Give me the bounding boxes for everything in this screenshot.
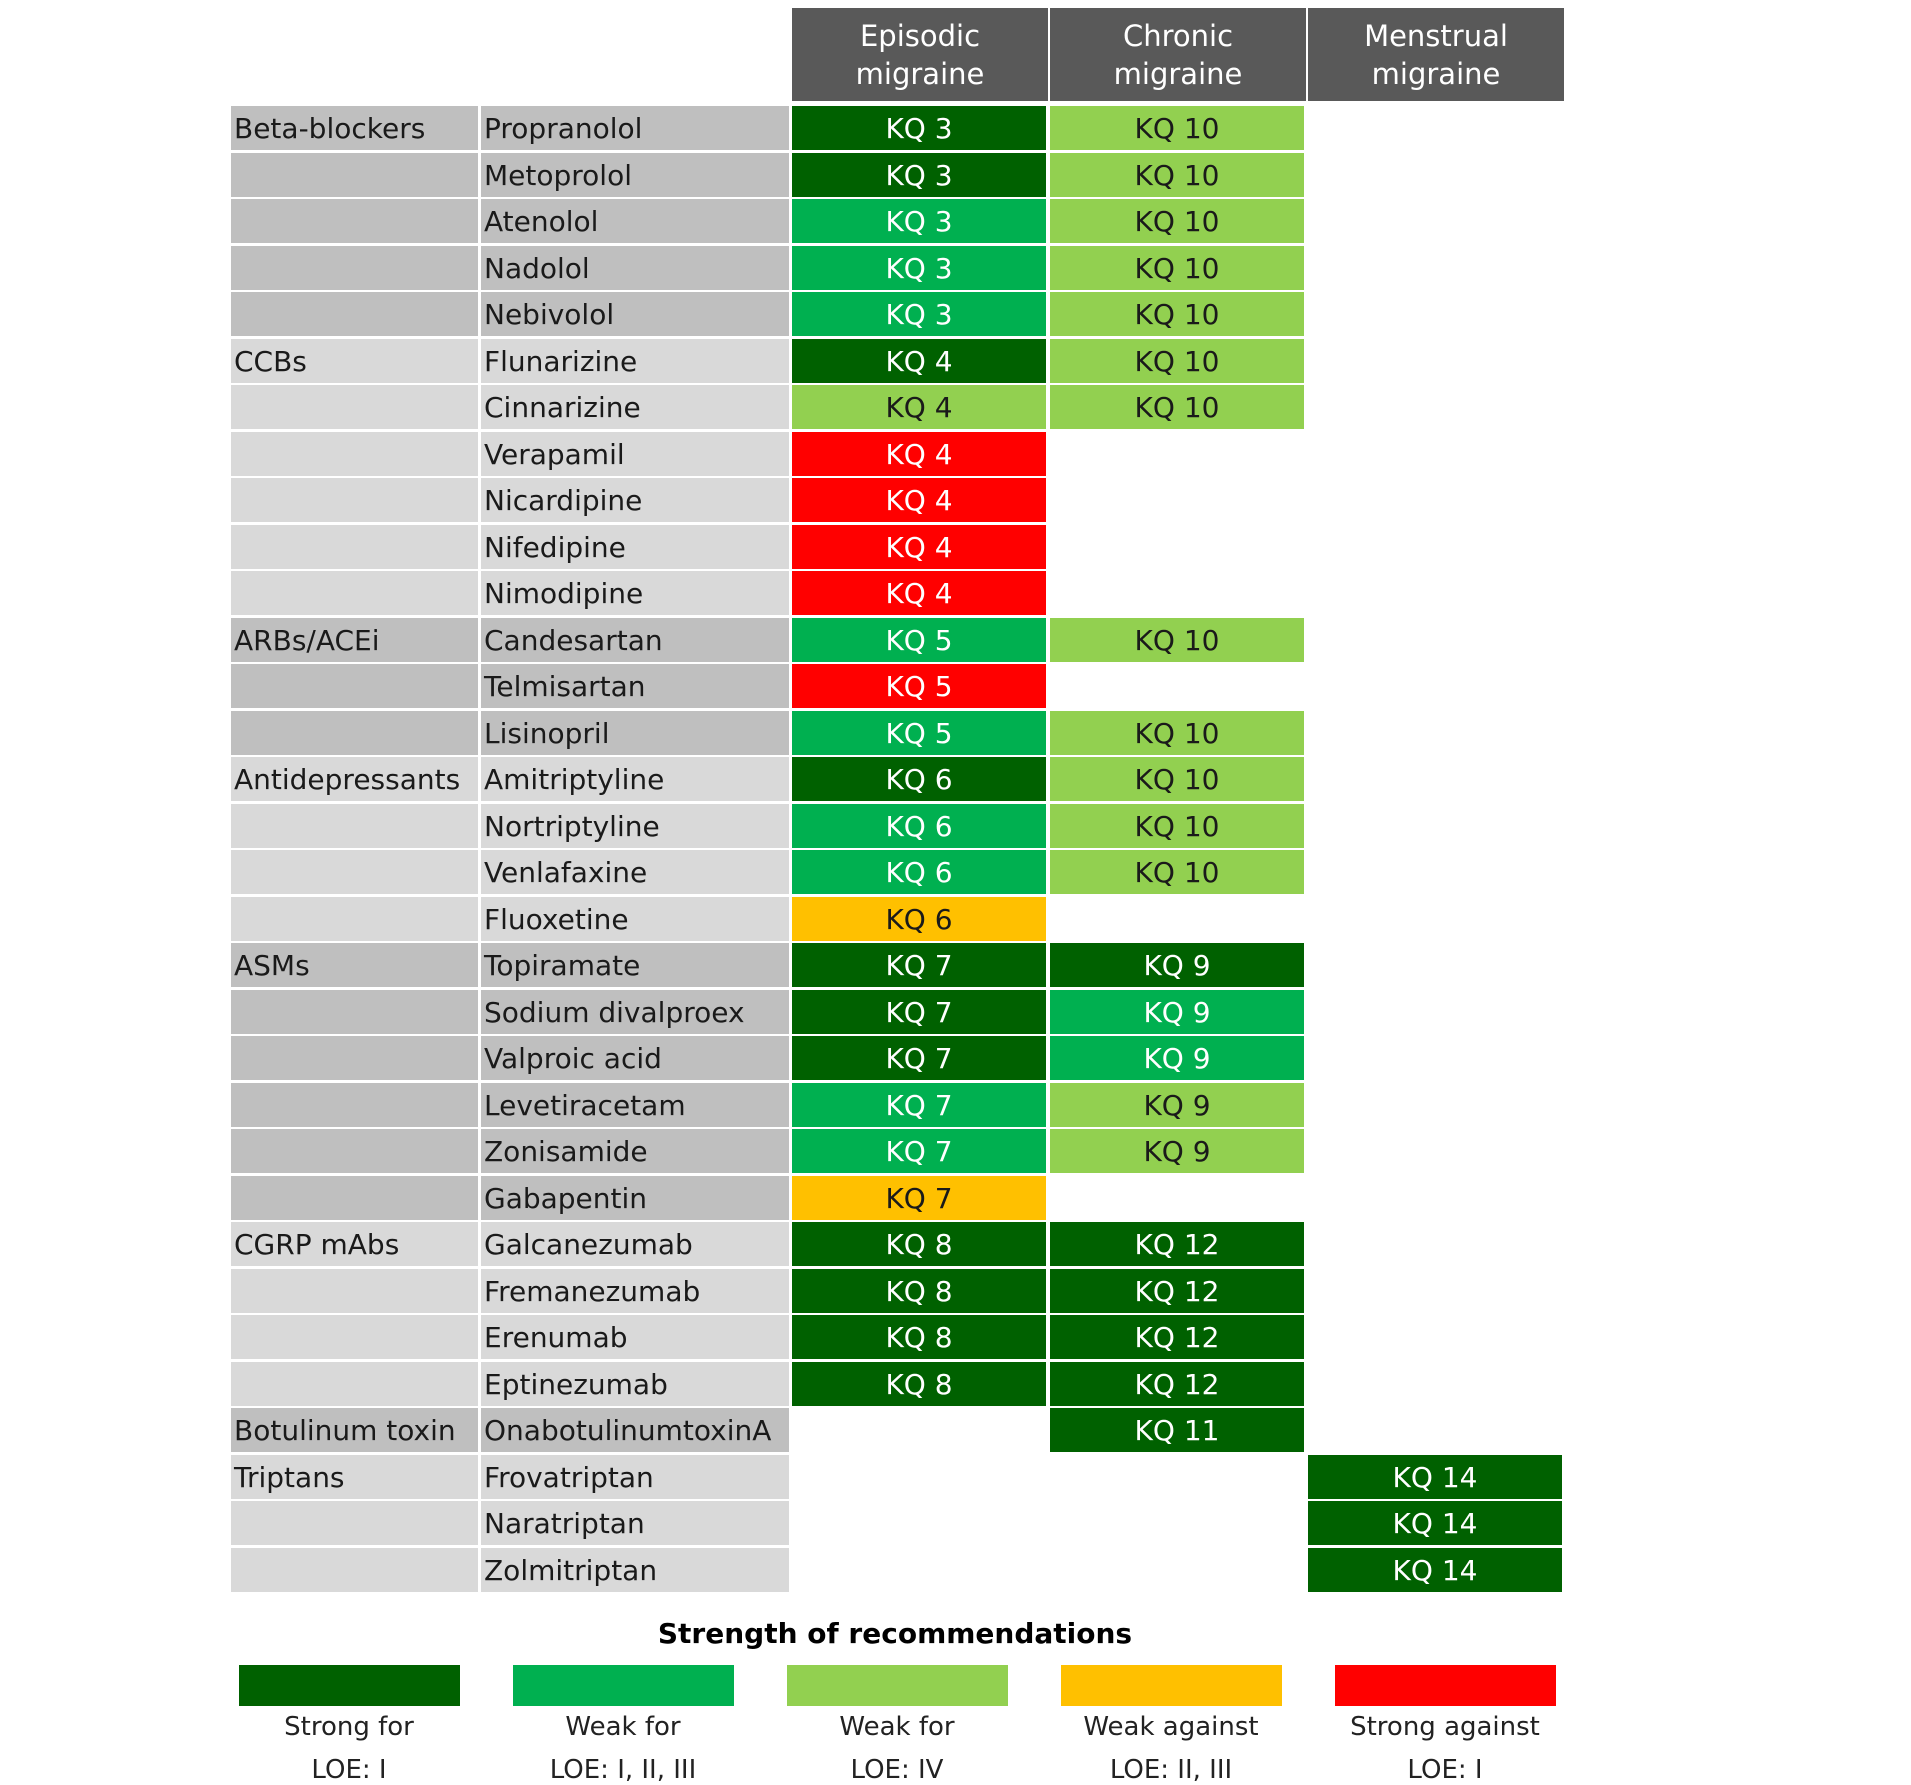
kq-cell: KQ 6 xyxy=(792,850,1046,894)
drug-name-cell: Nadolol xyxy=(481,246,789,290)
kq-cell: KQ 10 xyxy=(1050,292,1304,336)
drug-class-cell xyxy=(231,1315,478,1359)
column-header-line: Chronic xyxy=(1122,18,1234,53)
drug-name-cell: Eptinezumab xyxy=(481,1362,789,1406)
drug-name-cell: Candesartan xyxy=(481,618,789,662)
legend-loe: LOE: II, III xyxy=(1109,1755,1233,1785)
kq-cell: KQ 10 xyxy=(1050,711,1304,755)
drug-name-cell: Nortriptyline xyxy=(481,804,789,848)
kq-cell: KQ 14 xyxy=(1308,1548,1562,1592)
drug-name-cell: Cinnarizine xyxy=(481,385,789,429)
kq-cell: KQ 9 xyxy=(1050,990,1304,1034)
drug-name-cell: Telmisartan xyxy=(481,664,789,708)
kq-cell: KQ 9 xyxy=(1050,943,1304,987)
column-header-line: Menstrual xyxy=(1364,18,1508,53)
kq-cell: KQ 7 xyxy=(792,1036,1046,1080)
drug-name-cell: Fluoxetine xyxy=(481,897,789,941)
legend-loe: LOE: I xyxy=(311,1755,387,1785)
kq-cell: KQ 4 xyxy=(792,571,1046,615)
kq-cell: KQ 3 xyxy=(792,199,1046,243)
kq-cell: KQ 8 xyxy=(792,1362,1046,1406)
drug-class-cell xyxy=(231,664,478,708)
kq-cell: KQ 7 xyxy=(792,1129,1046,1173)
kq-cell: KQ 3 xyxy=(792,106,1046,150)
legend-label: Strong against xyxy=(1350,1712,1540,1742)
drug-class-cell: CGRP mAbs xyxy=(231,1222,478,1266)
drug-name-cell: Zolmitriptan xyxy=(481,1548,789,1592)
drug-name-cell: Gabapentin xyxy=(481,1176,789,1220)
kq-cell: KQ 9 xyxy=(1050,1129,1304,1173)
drug-class-cell xyxy=(231,990,478,1034)
kq-cell: KQ 8 xyxy=(792,1315,1046,1359)
drug-class-cell xyxy=(231,478,478,522)
drug-class-cell: ARBs/ACEi xyxy=(231,618,478,662)
kq-cell: KQ 3 xyxy=(792,246,1046,290)
drug-class-cell xyxy=(231,804,478,848)
legend-title: Strength of recommendations xyxy=(657,1617,1133,1650)
drug-class-cell: ASMs xyxy=(231,943,478,987)
kq-cell: KQ 8 xyxy=(792,1222,1046,1266)
kq-cell: KQ 14 xyxy=(1308,1455,1562,1499)
legend-label: Weak for xyxy=(839,1712,955,1742)
kq-cell: KQ 4 xyxy=(792,432,1046,476)
kq-cell: KQ 3 xyxy=(792,292,1046,336)
drug-class-cell: Beta-blockers xyxy=(231,106,478,150)
legend-loe: LOE: IV xyxy=(850,1755,944,1785)
kq-cell: KQ 6 xyxy=(792,804,1046,848)
drug-class-cell: Triptans xyxy=(231,1455,478,1499)
drug-name-cell: Topiramate xyxy=(481,943,789,987)
drug-class-cell xyxy=(231,153,478,197)
kq-cell: KQ 10 xyxy=(1050,618,1304,662)
legend-swatch xyxy=(1061,1665,1282,1706)
drug-class-cell xyxy=(231,1548,478,1592)
kq-cell: KQ 10 xyxy=(1050,153,1304,197)
kq-cell: KQ 10 xyxy=(1050,850,1304,894)
drug-class-cell xyxy=(231,897,478,941)
drug-class-cell xyxy=(231,199,478,243)
column-header xyxy=(792,8,1048,101)
kq-cell: KQ 6 xyxy=(792,757,1046,801)
kq-cell: KQ 10 xyxy=(1050,106,1304,150)
kq-cell: KQ 4 xyxy=(792,478,1046,522)
drug-class-cell xyxy=(231,1501,478,1545)
drug-class-cell xyxy=(231,432,478,476)
kq-cell: KQ 4 xyxy=(792,385,1046,429)
drug-name-cell: Fremanezumab xyxy=(481,1269,789,1313)
legend-label: Weak for xyxy=(565,1712,681,1742)
kq-cell: KQ 10 xyxy=(1050,339,1304,383)
kq-cell: KQ 12 xyxy=(1050,1222,1304,1266)
drug-name-cell: Frovatriptan xyxy=(481,1455,789,1499)
column-header xyxy=(1050,8,1306,101)
legend-swatch xyxy=(787,1665,1008,1706)
legend-loe: LOE: I, II, III xyxy=(549,1755,697,1785)
column-header-line: migraine xyxy=(1113,56,1243,91)
drug-name-cell: Levetiracetam xyxy=(481,1083,789,1127)
kq-cell: KQ 5 xyxy=(792,664,1046,708)
drug-class-cell: Botulinum toxin xyxy=(231,1408,478,1452)
kq-cell: KQ 10 xyxy=(1050,804,1304,848)
legend-swatch xyxy=(1335,1665,1556,1706)
drug-name-cell: OnabotulinumtoxinA xyxy=(481,1408,789,1452)
kq-cell: KQ 12 xyxy=(1050,1315,1304,1359)
drug-name-cell: Nicardipine xyxy=(481,478,789,522)
drug-name-cell: Nebivolol xyxy=(481,292,789,336)
drug-class-cell xyxy=(231,850,478,894)
drug-class-cell xyxy=(231,1083,478,1127)
drug-class-cell xyxy=(231,571,478,615)
drug-class-cell: Antidepressants xyxy=(231,757,478,801)
drug-name-cell: Galcanezumab xyxy=(481,1222,789,1266)
kq-cell: KQ 3 xyxy=(792,153,1046,197)
kq-cell: KQ 10 xyxy=(1050,246,1304,290)
drug-name-cell: Zonisamide xyxy=(481,1129,789,1173)
legend-label: Strong for xyxy=(284,1712,414,1742)
kq-cell: KQ 10 xyxy=(1050,757,1304,801)
legend-label: Weak against xyxy=(1083,1712,1259,1742)
legend-loe: LOE: I xyxy=(1407,1755,1483,1785)
legend-swatch xyxy=(239,1665,460,1706)
drug-class-cell xyxy=(231,1036,478,1080)
kq-cell: KQ 7 xyxy=(792,990,1046,1034)
drug-name-cell: Valproic acid xyxy=(481,1036,789,1080)
drug-name-cell: Sodium divalproex xyxy=(481,990,789,1034)
kq-cell: KQ 10 xyxy=(1050,199,1304,243)
kq-cell: KQ 11 xyxy=(1050,1408,1304,1452)
kq-cell: KQ 4 xyxy=(792,339,1046,383)
kq-cell: KQ 12 xyxy=(1050,1362,1304,1406)
kq-cell: KQ 12 xyxy=(1050,1269,1304,1313)
kq-cell: KQ 10 xyxy=(1050,385,1304,429)
drug-name-cell: Venlafaxine xyxy=(481,850,789,894)
drug-name-cell: Amitriptyline xyxy=(481,757,789,801)
kq-cell: KQ 9 xyxy=(1050,1083,1304,1127)
kq-cell: KQ 7 xyxy=(792,943,1046,987)
drug-class-cell xyxy=(231,1362,478,1406)
kq-cell: KQ 14 xyxy=(1308,1501,1562,1545)
drug-class-cell: CCBs xyxy=(231,339,478,383)
drug-class-cell xyxy=(231,1129,478,1173)
kq-cell: KQ 5 xyxy=(792,618,1046,662)
kq-cell: KQ 8 xyxy=(792,1269,1046,1313)
kq-cell: KQ 4 xyxy=(792,525,1046,569)
drug-name-cell: Atenolol xyxy=(481,199,789,243)
column-header xyxy=(1308,8,1564,101)
column-header-line: Episodic xyxy=(859,18,981,53)
kq-cell: KQ 7 xyxy=(792,1083,1046,1127)
drug-name-cell: Nifedipine xyxy=(481,525,789,569)
drug-class-cell xyxy=(231,711,478,755)
drug-class-cell xyxy=(231,246,478,290)
drug-class-cell xyxy=(231,292,478,336)
kq-cell: KQ 5 xyxy=(792,711,1046,755)
kq-cell: KQ 9 xyxy=(1050,1036,1304,1080)
kq-cell: KQ 7 xyxy=(792,1176,1046,1220)
drug-name-cell: Verapamil xyxy=(481,432,789,476)
drug-name-cell: Metoprolol xyxy=(481,153,789,197)
legend-swatch xyxy=(513,1665,734,1706)
drug-name-cell: Flunarizine xyxy=(481,339,789,383)
column-header-line: migraine xyxy=(1371,56,1501,91)
drug-name-cell: Lisinopril xyxy=(481,711,789,755)
column-header-line: migraine xyxy=(855,56,985,91)
drug-name-cell: Propranolol xyxy=(481,106,789,150)
drug-name-cell: Naratriptan xyxy=(481,1501,789,1545)
drug-class-cell xyxy=(231,525,478,569)
drug-class-cell xyxy=(231,385,478,429)
drug-name-cell: Erenumab xyxy=(481,1315,789,1359)
kq-cell: KQ 6 xyxy=(792,897,1046,941)
drug-name-cell: Nimodipine xyxy=(481,571,789,615)
drug-class-cell xyxy=(231,1269,478,1313)
drug-class-cell xyxy=(231,1176,478,1220)
